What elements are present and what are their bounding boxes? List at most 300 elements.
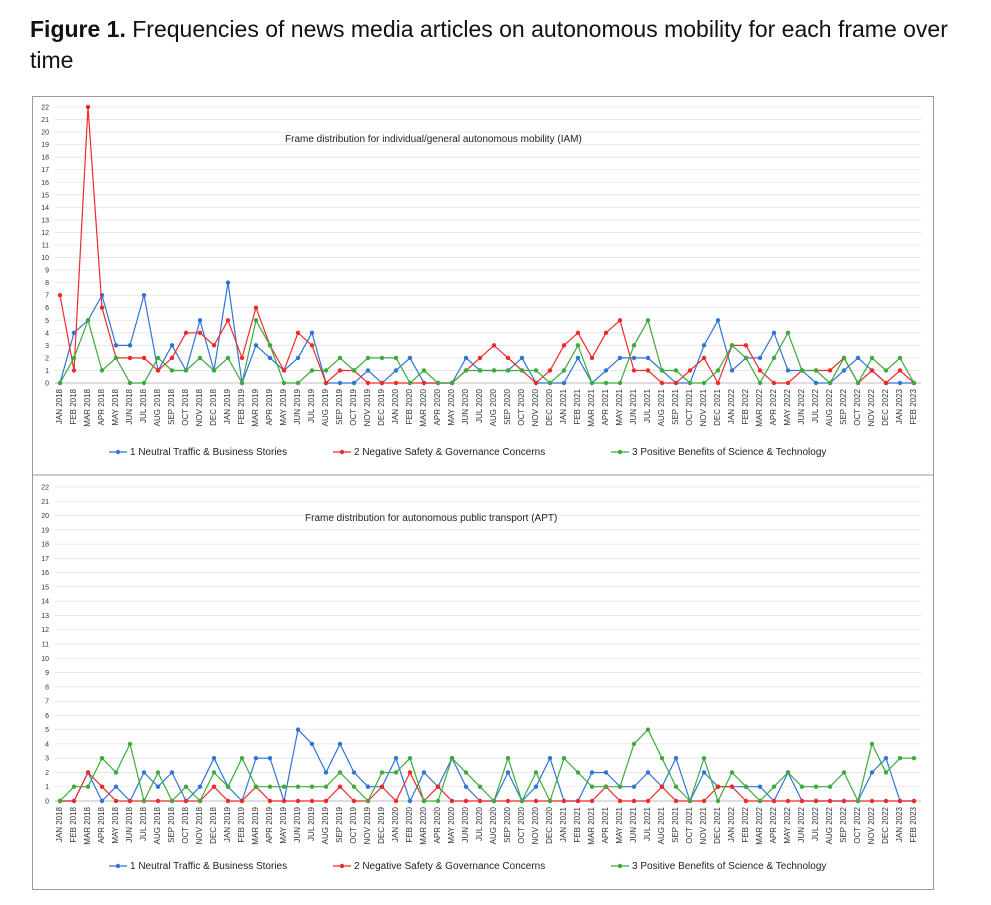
data-point bbox=[912, 381, 916, 385]
y-tick-label: 11 bbox=[41, 242, 49, 250]
data-point bbox=[702, 381, 706, 385]
series-line bbox=[60, 730, 914, 801]
data-point bbox=[870, 368, 874, 372]
data-point bbox=[296, 381, 300, 385]
x-tick-label: AUG 2022 bbox=[825, 389, 834, 427]
data-point bbox=[324, 770, 328, 774]
data-point bbox=[576, 331, 580, 335]
y-tick-label: 10 bbox=[41, 655, 49, 663]
x-tick-label: APR 2018 bbox=[97, 389, 106, 426]
figure-label: Figure 1. bbox=[30, 16, 126, 42]
data-point bbox=[478, 799, 482, 803]
data-point bbox=[184, 785, 188, 789]
y-tick-label: 3 bbox=[45, 342, 49, 350]
x-tick-label: SEP 2018 bbox=[167, 389, 176, 425]
x-tick-label: JAN 2020 bbox=[391, 807, 400, 843]
y-tick-label: 10 bbox=[41, 255, 49, 263]
data-point bbox=[688, 799, 692, 803]
data-point bbox=[912, 799, 916, 803]
data-point bbox=[562, 381, 566, 385]
data-point bbox=[618, 356, 622, 360]
y-tick-label: 12 bbox=[41, 627, 49, 635]
x-tick-label: JUN 2022 bbox=[797, 807, 806, 843]
x-tick-label: NOV 2022 bbox=[867, 807, 876, 845]
data-point bbox=[828, 785, 832, 789]
x-tick-label: APR 2022 bbox=[769, 389, 778, 426]
y-tick-label: 0 bbox=[45, 798, 49, 806]
legend-marker bbox=[618, 864, 622, 868]
data-point bbox=[282, 785, 286, 789]
x-tick-label: JUN 2019 bbox=[293, 389, 302, 425]
x-tick-label: SEP 2021 bbox=[671, 389, 680, 425]
data-point bbox=[240, 799, 244, 803]
data-point bbox=[702, 343, 706, 347]
legend-label: 3 Positive Benefits of Science & Technology bbox=[632, 447, 827, 458]
x-tick-label: AUG 2018 bbox=[153, 807, 162, 845]
data-point bbox=[786, 381, 790, 385]
data-point bbox=[422, 799, 426, 803]
data-point bbox=[282, 368, 286, 372]
data-point bbox=[870, 742, 874, 746]
y-tick-label: 4 bbox=[45, 741, 49, 749]
x-tick-label: FEB 2023 bbox=[909, 807, 918, 843]
chart-title: Frame distribution for autonomous public transport (APT) bbox=[305, 513, 558, 524]
x-tick-label: NOV 2020 bbox=[531, 389, 540, 427]
y-tick-label: 4 bbox=[45, 330, 49, 338]
data-point bbox=[156, 799, 160, 803]
legend-item-3 bbox=[611, 447, 826, 458]
data-point bbox=[604, 770, 608, 774]
data-point bbox=[716, 368, 720, 372]
data-point bbox=[212, 343, 216, 347]
data-point bbox=[408, 356, 412, 360]
data-point bbox=[716, 381, 720, 385]
x-tick-label: MAR 2020 bbox=[419, 389, 428, 427]
data-point bbox=[212, 770, 216, 774]
y-tick-label: 13 bbox=[41, 612, 49, 620]
data-point bbox=[198, 331, 202, 335]
data-point bbox=[590, 785, 594, 789]
y-tick-label: 5 bbox=[45, 727, 49, 735]
x-tick-label: FEB 2021 bbox=[573, 389, 582, 425]
x-tick-label: AUG 2020 bbox=[489, 807, 498, 845]
data-point bbox=[590, 770, 594, 774]
x-tick-label: JUN 2020 bbox=[461, 807, 470, 843]
x-tick-label: NOV 2020 bbox=[531, 807, 540, 845]
x-tick-label: DEC 2021 bbox=[713, 807, 722, 844]
data-point bbox=[562, 368, 566, 372]
data-point bbox=[156, 785, 160, 789]
x-tick-label: JUN 2020 bbox=[461, 389, 470, 425]
x-tick-label: FEB 2019 bbox=[237, 389, 246, 425]
data-point bbox=[772, 381, 776, 385]
data-point bbox=[534, 770, 538, 774]
data-point bbox=[562, 756, 566, 760]
x-tick-label: APR 2020 bbox=[433, 389, 442, 426]
data-point bbox=[884, 770, 888, 774]
data-point bbox=[464, 368, 468, 372]
data-point bbox=[842, 770, 846, 774]
data-point bbox=[380, 381, 384, 385]
data-point bbox=[814, 799, 818, 803]
data-point bbox=[114, 770, 118, 774]
x-tick-label: JUN 2021 bbox=[629, 807, 638, 843]
data-point bbox=[268, 756, 272, 760]
x-tick-label: DEC 2018 bbox=[209, 389, 218, 426]
legend-label: 2 Negative Safety & Governance Concerns bbox=[354, 447, 546, 458]
data-point bbox=[898, 356, 902, 360]
data-point bbox=[800, 799, 804, 803]
data-point bbox=[772, 785, 776, 789]
data-point bbox=[128, 343, 132, 347]
data-point bbox=[142, 770, 146, 774]
data-point bbox=[632, 799, 636, 803]
legend-label: 1 Neutral Traffic & Business Stories bbox=[130, 861, 288, 872]
data-point bbox=[282, 381, 286, 385]
data-point bbox=[492, 343, 496, 347]
y-tick-label: 15 bbox=[41, 584, 49, 592]
x-tick-label: NOV 2021 bbox=[699, 389, 708, 427]
legend-label: 2 Negative Safety & Governance Concerns bbox=[354, 861, 546, 872]
data-point bbox=[212, 756, 216, 760]
data-point bbox=[226, 280, 230, 284]
x-tick-label: MAY 2019 bbox=[279, 807, 288, 844]
data-point bbox=[324, 368, 328, 372]
data-point bbox=[310, 331, 314, 335]
data-point bbox=[828, 799, 832, 803]
data-point bbox=[422, 770, 426, 774]
data-point bbox=[450, 756, 454, 760]
data-point bbox=[562, 799, 566, 803]
x-tick-label: JAN 2022 bbox=[727, 807, 736, 843]
data-point bbox=[646, 727, 650, 731]
data-point bbox=[618, 381, 622, 385]
x-tick-label: OCT 2020 bbox=[517, 807, 526, 844]
data-point bbox=[310, 343, 314, 347]
y-tick-label: 16 bbox=[41, 570, 49, 578]
y-tick-label: 9 bbox=[45, 670, 49, 678]
data-point bbox=[436, 799, 440, 803]
x-tick-label: DEC 2020 bbox=[545, 807, 554, 844]
x-tick-label: APR 2019 bbox=[265, 389, 274, 426]
data-point bbox=[842, 356, 846, 360]
data-point bbox=[310, 799, 314, 803]
y-tick-label: 22 bbox=[41, 484, 49, 492]
data-point bbox=[660, 756, 664, 760]
legend-marker bbox=[116, 450, 120, 454]
x-tick-label: JUL 2018 bbox=[139, 807, 148, 841]
data-point bbox=[58, 799, 62, 803]
data-point bbox=[772, 331, 776, 335]
x-tick-label: SEP 2019 bbox=[335, 389, 344, 425]
data-point bbox=[128, 742, 132, 746]
figure-title bbox=[30, 14, 960, 76]
data-point bbox=[632, 742, 636, 746]
data-point bbox=[380, 785, 384, 789]
data-point bbox=[184, 368, 188, 372]
legend-marker bbox=[116, 864, 120, 868]
x-tick-label: MAR 2022 bbox=[755, 389, 764, 427]
data-point bbox=[632, 368, 636, 372]
data-point bbox=[548, 381, 552, 385]
x-tick-label: OCT 2022 bbox=[853, 807, 862, 844]
x-tick-label: JUN 2019 bbox=[293, 807, 302, 843]
chart-panel-1 bbox=[41, 105, 921, 459]
x-tick-label: JUN 2021 bbox=[629, 389, 638, 425]
data-point bbox=[100, 306, 104, 310]
data-point bbox=[380, 356, 384, 360]
data-point bbox=[548, 799, 552, 803]
data-point bbox=[674, 799, 678, 803]
x-tick-label: FEB 2022 bbox=[741, 807, 750, 843]
data-point bbox=[156, 368, 160, 372]
x-tick-label: JUL 2022 bbox=[811, 807, 820, 841]
data-point bbox=[702, 770, 706, 774]
data-point bbox=[394, 368, 398, 372]
x-tick-label: JAN 2019 bbox=[223, 389, 232, 425]
data-point bbox=[100, 785, 104, 789]
y-tick-label: 13 bbox=[41, 217, 49, 225]
data-point bbox=[786, 331, 790, 335]
x-tick-label: DEC 2019 bbox=[377, 807, 386, 844]
x-tick-label: JAN 2022 bbox=[727, 389, 736, 425]
data-point bbox=[576, 343, 580, 347]
y-tick-label: 18 bbox=[41, 541, 49, 549]
x-tick-label: JUL 2020 bbox=[475, 389, 484, 423]
data-point bbox=[58, 293, 62, 297]
x-tick-label: FEB 2020 bbox=[405, 389, 414, 425]
x-tick-label: MAY 2021 bbox=[615, 807, 624, 844]
data-point bbox=[604, 785, 608, 789]
data-point bbox=[744, 343, 748, 347]
data-point bbox=[324, 381, 328, 385]
data-point bbox=[744, 356, 748, 360]
x-tick-label: OCT 2021 bbox=[685, 389, 694, 426]
data-point bbox=[786, 368, 790, 372]
figure-frame bbox=[32, 96, 934, 890]
data-point bbox=[604, 381, 608, 385]
x-tick-label: APR 2020 bbox=[433, 807, 442, 844]
data-point bbox=[604, 368, 608, 372]
y-tick-label: 0 bbox=[45, 380, 49, 388]
x-tick-label: NOV 2021 bbox=[699, 807, 708, 845]
figure-caption: Frequencies of news media articles on autonomous mobility for each frame over time bbox=[30, 16, 948, 73]
x-tick-label: SEP 2020 bbox=[503, 389, 512, 425]
y-tick-label: 17 bbox=[41, 167, 49, 175]
data-point bbox=[72, 799, 76, 803]
x-tick-label: JAN 2023 bbox=[895, 807, 904, 843]
x-tick-label: DEC 2021 bbox=[713, 389, 722, 426]
data-point bbox=[352, 381, 356, 385]
data-point bbox=[842, 368, 846, 372]
x-tick-label: MAY 2018 bbox=[111, 807, 120, 844]
data-point bbox=[212, 785, 216, 789]
x-tick-label: MAR 2018 bbox=[83, 389, 92, 427]
x-tick-label: MAY 2021 bbox=[615, 389, 624, 426]
x-tick-label: JUN 2018 bbox=[125, 807, 134, 843]
x-tick-label: JUL 2019 bbox=[307, 389, 316, 423]
data-point bbox=[296, 785, 300, 789]
data-point bbox=[142, 293, 146, 297]
data-point bbox=[170, 356, 174, 360]
y-tick-label: 2 bbox=[45, 355, 49, 363]
x-tick-label: MAY 2018 bbox=[111, 389, 120, 426]
data-point bbox=[758, 368, 762, 372]
y-tick-label: 3 bbox=[45, 755, 49, 763]
x-tick-label: JUN 2018 bbox=[125, 389, 134, 425]
data-point bbox=[184, 331, 188, 335]
data-point bbox=[646, 799, 650, 803]
data-point bbox=[548, 368, 552, 372]
data-point bbox=[184, 799, 188, 803]
x-tick-label: MAY 2022 bbox=[783, 807, 792, 844]
data-point bbox=[170, 770, 174, 774]
x-tick-label: AUG 2018 bbox=[153, 389, 162, 427]
x-tick-label: FEB 2020 bbox=[405, 807, 414, 843]
data-point bbox=[310, 785, 314, 789]
y-tick-label: 22 bbox=[41, 104, 49, 112]
data-point bbox=[646, 368, 650, 372]
data-point bbox=[716, 799, 720, 803]
data-point bbox=[758, 785, 762, 789]
data-point bbox=[548, 756, 552, 760]
y-tick-label: 1 bbox=[45, 367, 49, 375]
data-point bbox=[240, 356, 244, 360]
x-tick-label: OCT 2018 bbox=[181, 389, 190, 426]
data-point bbox=[198, 785, 202, 789]
legend-marker bbox=[618, 450, 622, 454]
data-point bbox=[366, 799, 370, 803]
data-point bbox=[702, 356, 706, 360]
chart-panel-2 bbox=[41, 485, 921, 873]
data-point bbox=[506, 770, 510, 774]
data-point bbox=[170, 368, 174, 372]
data-point bbox=[646, 356, 650, 360]
data-point bbox=[632, 343, 636, 347]
legend-marker bbox=[340, 864, 344, 868]
data-point bbox=[506, 756, 510, 760]
x-tick-label: APR 2021 bbox=[601, 389, 610, 426]
data-point bbox=[142, 381, 146, 385]
data-point bbox=[576, 770, 580, 774]
data-point bbox=[870, 770, 874, 774]
data-point bbox=[534, 368, 538, 372]
x-tick-label: NOV 2019 bbox=[363, 389, 372, 427]
data-point bbox=[226, 785, 230, 789]
data-point bbox=[870, 356, 874, 360]
data-point bbox=[268, 785, 272, 789]
x-tick-label: SEP 2022 bbox=[839, 389, 848, 425]
data-point bbox=[100, 368, 104, 372]
data-point bbox=[226, 318, 230, 322]
charts-svg bbox=[33, 97, 933, 889]
data-point bbox=[450, 799, 454, 803]
data-point bbox=[730, 770, 734, 774]
y-tick-label: 8 bbox=[45, 280, 49, 288]
data-point bbox=[898, 756, 902, 760]
x-tick-label: JAN 2021 bbox=[559, 807, 568, 843]
data-point bbox=[912, 756, 916, 760]
data-point bbox=[506, 356, 510, 360]
data-point bbox=[198, 799, 202, 803]
data-point bbox=[478, 785, 482, 789]
x-tick-label: NOV 2022 bbox=[867, 389, 876, 427]
data-point bbox=[520, 356, 524, 360]
data-point bbox=[464, 785, 468, 789]
data-point bbox=[562, 343, 566, 347]
x-tick-label: JUL 2020 bbox=[475, 807, 484, 841]
y-tick-label: 15 bbox=[41, 192, 49, 200]
data-point bbox=[72, 785, 76, 789]
data-point bbox=[310, 368, 314, 372]
data-point bbox=[338, 381, 342, 385]
data-point bbox=[646, 770, 650, 774]
data-point bbox=[156, 770, 160, 774]
data-point bbox=[128, 799, 132, 803]
data-point bbox=[772, 356, 776, 360]
data-point bbox=[100, 799, 104, 803]
data-point bbox=[394, 756, 398, 760]
x-tick-label: FEB 2023 bbox=[909, 389, 918, 425]
data-point bbox=[884, 799, 888, 803]
data-point bbox=[352, 799, 356, 803]
data-point bbox=[310, 742, 314, 746]
data-point bbox=[660, 381, 664, 385]
data-point bbox=[506, 368, 510, 372]
data-point bbox=[534, 799, 538, 803]
data-point bbox=[744, 799, 748, 803]
data-point bbox=[674, 368, 678, 372]
data-point bbox=[632, 356, 636, 360]
y-tick-label: 14 bbox=[41, 598, 49, 606]
data-point bbox=[674, 756, 678, 760]
data-point bbox=[338, 356, 342, 360]
x-tick-label: SEP 2018 bbox=[167, 807, 176, 843]
data-point bbox=[436, 381, 440, 385]
data-point bbox=[198, 318, 202, 322]
x-tick-label: APR 2022 bbox=[769, 807, 778, 844]
x-tick-label: JAN 2021 bbox=[559, 389, 568, 425]
data-point bbox=[254, 785, 258, 789]
legend-item-2 bbox=[333, 447, 545, 458]
x-tick-label: AUG 2020 bbox=[489, 389, 498, 427]
data-point bbox=[394, 770, 398, 774]
data-point bbox=[478, 368, 482, 372]
data-point bbox=[660, 368, 664, 372]
x-tick-label: DEC 2022 bbox=[881, 807, 890, 844]
y-tick-label: 17 bbox=[41, 555, 49, 563]
data-point bbox=[142, 799, 146, 803]
x-tick-label: SEP 2019 bbox=[335, 807, 344, 843]
data-point bbox=[590, 799, 594, 803]
x-tick-label: SEP 2021 bbox=[671, 807, 680, 843]
x-tick-label: FEB 2018 bbox=[69, 389, 78, 425]
data-point bbox=[86, 785, 90, 789]
data-point bbox=[86, 318, 90, 322]
data-point bbox=[772, 799, 776, 803]
x-tick-label: DEC 2019 bbox=[377, 389, 386, 426]
data-point bbox=[688, 381, 692, 385]
data-point bbox=[898, 799, 902, 803]
data-point bbox=[72, 368, 76, 372]
data-point bbox=[506, 799, 510, 803]
x-tick-label: FEB 2018 bbox=[69, 807, 78, 843]
x-tick-label: APR 2018 bbox=[97, 807, 106, 844]
x-tick-label: JAN 2018 bbox=[55, 807, 64, 843]
x-tick-label: OCT 2019 bbox=[349, 389, 358, 426]
y-tick-label: 7 bbox=[45, 292, 49, 300]
data-point bbox=[394, 799, 398, 803]
